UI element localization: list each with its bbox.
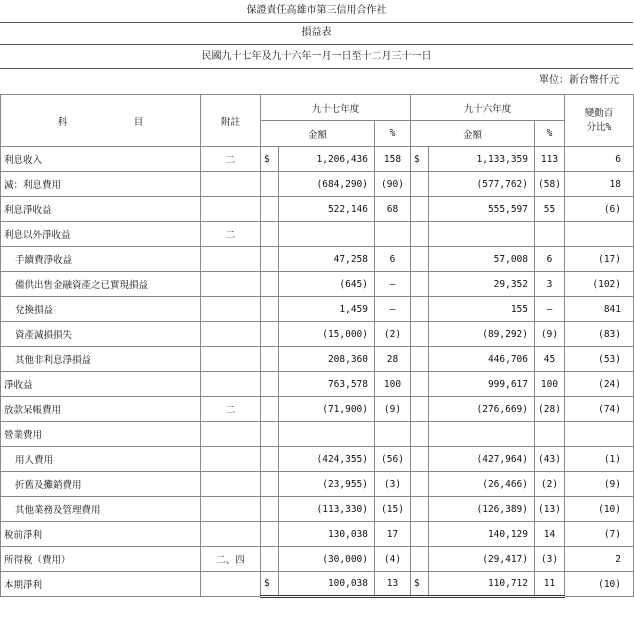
change-percent: (17) (565, 247, 634, 272)
amount-97: (23,955) (279, 472, 375, 497)
currency-sign-97 (261, 247, 279, 272)
change-percent: (102) (565, 272, 634, 297)
amount-96 (429, 222, 535, 247)
percent-97: — (375, 297, 411, 322)
percent-96: (9) (535, 322, 565, 347)
row-label: 減：利息費用 (1, 172, 201, 197)
amount-96: (26,466) (429, 472, 535, 497)
percent-97: — (375, 272, 411, 297)
row-label: 備供出售金融資產之已實現損益 (1, 272, 201, 297)
row-label: 用人費用 (1, 447, 201, 472)
currency-sign-97 (261, 297, 279, 322)
amount-96: (276,669) (429, 397, 535, 422)
percent-96: (28) (535, 397, 565, 422)
currency-sign-96 (411, 197, 429, 222)
table-row (1, 222, 634, 247)
currency-sign-96 (411, 547, 429, 572)
percent-97: 100 (375, 372, 411, 397)
change-percent: (6) (565, 197, 634, 222)
percent-97: (90) (375, 172, 411, 197)
percent-97: 68 (375, 197, 411, 222)
change-percent: (7) (565, 522, 634, 547)
amount-97: 1,206,436 (279, 147, 375, 172)
amount-97: 208,360 (279, 347, 375, 372)
percent-96: 11 (535, 572, 565, 597)
change-percent: 6 (565, 147, 634, 172)
column-header-note: 附註 (201, 95, 261, 147)
amount-96: (577,762) (429, 172, 535, 197)
currency-sign-97 (261, 172, 279, 197)
amount-96: (89,292) (429, 322, 535, 347)
change-percent (565, 222, 634, 247)
currency-sign-96 (411, 447, 429, 472)
currency-unit: 單位：新台幣仟元 (539, 75, 619, 86)
change-percent: 2 (565, 547, 634, 572)
amount-97: 1,459 (279, 297, 375, 322)
percent-96: (13) (535, 497, 565, 522)
amount-96: 29,352 (429, 272, 535, 297)
table-row (1, 472, 634, 497)
currency-sign-96 (411, 422, 429, 447)
amount-96: 555,597 (429, 197, 535, 222)
change-percent: (53) (565, 347, 634, 372)
amount-97 (279, 422, 375, 447)
change-percent: (83) (565, 322, 634, 347)
change-percent: (1) (565, 447, 634, 472)
row-note (201, 522, 261, 547)
percent-97: (4) (375, 547, 411, 572)
currency-sign-96: $ (411, 572, 429, 597)
table-row (1, 497, 634, 522)
percent-96: (43) (535, 447, 565, 472)
amount-97: (113,330) (279, 497, 375, 522)
percent-97: (2) (375, 322, 411, 347)
change-percent (565, 422, 634, 447)
percent-96 (535, 222, 565, 247)
table-row (1, 147, 634, 172)
amount-96 (429, 422, 535, 447)
currency-sign-97: $ (261, 147, 279, 172)
currency-sign-96 (411, 222, 429, 247)
amount-96: 57,008 (429, 247, 535, 272)
column-header-year-97: 九十七年度 (261, 95, 411, 121)
row-note (201, 447, 261, 472)
row-note (201, 422, 261, 447)
currency-sign-96 (411, 172, 429, 197)
percent-97: (56) (375, 447, 411, 472)
table-row (1, 172, 634, 197)
percent-96: 55 (535, 197, 565, 222)
currency-sign-97 (261, 347, 279, 372)
row-label: 兌換損益 (1, 297, 201, 322)
table-row (1, 247, 634, 272)
column-header-percent-96: % (535, 121, 565, 147)
amount-97: (71,900) (279, 397, 375, 422)
percent-97: 28 (375, 347, 411, 372)
amount-97: 763,578 (279, 372, 375, 397)
row-note (201, 172, 261, 197)
change-percent: (10) (565, 572, 634, 597)
currency-sign-96 (411, 347, 429, 372)
row-label: 營業費用 (1, 422, 201, 447)
change-percent: (10) (565, 497, 634, 522)
change-percent: 18 (565, 172, 634, 197)
column-header-percent-97: % (375, 121, 411, 147)
currency-sign-96 (411, 372, 429, 397)
percent-97: 158 (375, 147, 411, 172)
percent-97: (3) (375, 472, 411, 497)
row-note: 二 (201, 147, 261, 172)
row-label: 手續費淨收益 (1, 247, 201, 272)
amount-97: 522,146 (279, 197, 375, 222)
amount-96: 140,129 (429, 522, 535, 547)
percent-96: 3 (535, 272, 565, 297)
row-note (201, 472, 261, 497)
percent-97: 6 (375, 247, 411, 272)
company-name: 保證責任高雄市第三信用合作社 (0, 0, 633, 23)
percent-96: (3) (535, 547, 565, 572)
currency-sign-97: $ (261, 572, 279, 597)
table-row (1, 322, 634, 347)
table-row (1, 297, 634, 322)
amount-96: 999,617 (429, 372, 535, 397)
row-label: 淨收益 (1, 372, 201, 397)
row-note (201, 372, 261, 397)
amount-96: (126,389) (429, 497, 535, 522)
currency-sign-96 (411, 272, 429, 297)
table-row (1, 447, 634, 472)
amount-96: 110,712 (429, 572, 535, 597)
report-title: 損益表 (0, 22, 633, 45)
currency-sign-97 (261, 447, 279, 472)
currency-sign-97 (261, 322, 279, 347)
amount-96: 155 (429, 297, 535, 322)
currency-sign-96 (411, 522, 429, 547)
table-row (1, 347, 634, 372)
change-percent: 841 (565, 297, 634, 322)
amount-96: 1,133,359 (429, 147, 535, 172)
amount-97: (684,290) (279, 172, 375, 197)
row-note (201, 572, 261, 597)
row-note (201, 272, 261, 297)
currency-sign-97 (261, 272, 279, 297)
row-label: 本期淨利 (1, 572, 201, 597)
row-label: 資產減損損失 (1, 322, 201, 347)
change-percent: (9) (565, 472, 634, 497)
percent-96: (2) (535, 472, 565, 497)
amount-97: (15,000) (279, 322, 375, 347)
amount-97: 47,258 (279, 247, 375, 272)
column-header-change (565, 95, 634, 147)
table-row (1, 422, 634, 447)
row-label: 利息淨收益 (1, 197, 201, 222)
row-note (201, 322, 261, 347)
row-label: 利息以外淨收益 (1, 222, 201, 247)
column-header-item: 科 目 (1, 95, 201, 147)
currency-sign-97 (261, 472, 279, 497)
currency-sign-96 (411, 497, 429, 522)
percent-96: 6 (535, 247, 565, 272)
row-note (201, 347, 261, 372)
statement-table (0, 94, 634, 598)
percent-96: 100 (535, 372, 565, 397)
row-note: 二 (201, 222, 261, 247)
currency-sign-97 (261, 422, 279, 447)
percent-96: (58) (535, 172, 565, 197)
currency-sign-97 (261, 497, 279, 522)
currency-sign-96 (411, 472, 429, 497)
percent-96: 45 (535, 347, 565, 372)
row-note (201, 497, 261, 522)
amount-96: 446,706 (429, 347, 535, 372)
percent-96: — (535, 297, 565, 322)
column-header-change-line1: 變動百 (584, 107, 614, 119)
currency-sign-97 (261, 222, 279, 247)
currency-sign-97 (261, 397, 279, 422)
currency-sign-97 (261, 197, 279, 222)
amount-97: (30,000) (279, 547, 375, 572)
currency-sign-96 (411, 397, 429, 422)
table-row (1, 522, 634, 547)
row-label: 放款呆帳費用 (1, 397, 201, 422)
row-label: 稅前淨利 (1, 522, 201, 547)
table-row (1, 572, 634, 597)
percent-97: 17 (375, 522, 411, 547)
percent-97: 13 (375, 572, 411, 597)
table-row (1, 372, 634, 397)
column-header-amount-96: 金額 (411, 121, 535, 147)
currency-sign-96 (411, 247, 429, 272)
currency-sign-96 (411, 322, 429, 347)
percent-97 (375, 422, 411, 447)
column-header-change-line2: 分比% (586, 121, 612, 133)
currency-sign-97 (261, 547, 279, 572)
row-label: 利息收入 (1, 147, 201, 172)
percent-96 (535, 422, 565, 447)
currency-sign-97 (261, 372, 279, 397)
percent-96: 113 (535, 147, 565, 172)
percent-96: 14 (535, 522, 565, 547)
row-note: 二 (201, 397, 261, 422)
amount-96: (29,417) (429, 547, 535, 572)
row-label: 其他非利息淨損益 (1, 347, 201, 372)
currency-sign-97 (261, 522, 279, 547)
row-note (201, 297, 261, 322)
row-note (201, 247, 261, 272)
row-note: 二、四 (201, 547, 261, 572)
report-period: 民國九十七年及九十六年一月一日至十二月三十一日 (0, 46, 633, 69)
row-note (201, 197, 261, 222)
row-label: 其他業務及管理費用 (1, 497, 201, 522)
row-label: 所得稅（費用） (1, 547, 201, 572)
currency-sign-96 (411, 297, 429, 322)
column-header-amount-97: 金額 (261, 121, 375, 147)
percent-97 (375, 222, 411, 247)
amount-97 (279, 222, 375, 247)
amount-97: (645) (279, 272, 375, 297)
row-label: 折舊及攤銷費用 (1, 472, 201, 497)
table-row (1, 547, 634, 572)
table-row (1, 197, 634, 222)
amount-96: (427,964) (429, 447, 535, 472)
amount-97: 100,038 (279, 572, 375, 597)
change-percent: (24) (565, 372, 634, 397)
table-row (1, 397, 634, 422)
currency-sign-96: $ (411, 147, 429, 172)
table-row (1, 272, 634, 297)
percent-97: (15) (375, 497, 411, 522)
amount-97: 130,038 (279, 522, 375, 547)
column-header-year-96: 九十六年度 (411, 95, 565, 121)
percent-97: (9) (375, 397, 411, 422)
change-percent: (74) (565, 397, 634, 422)
amount-97: (424,355) (279, 447, 375, 472)
